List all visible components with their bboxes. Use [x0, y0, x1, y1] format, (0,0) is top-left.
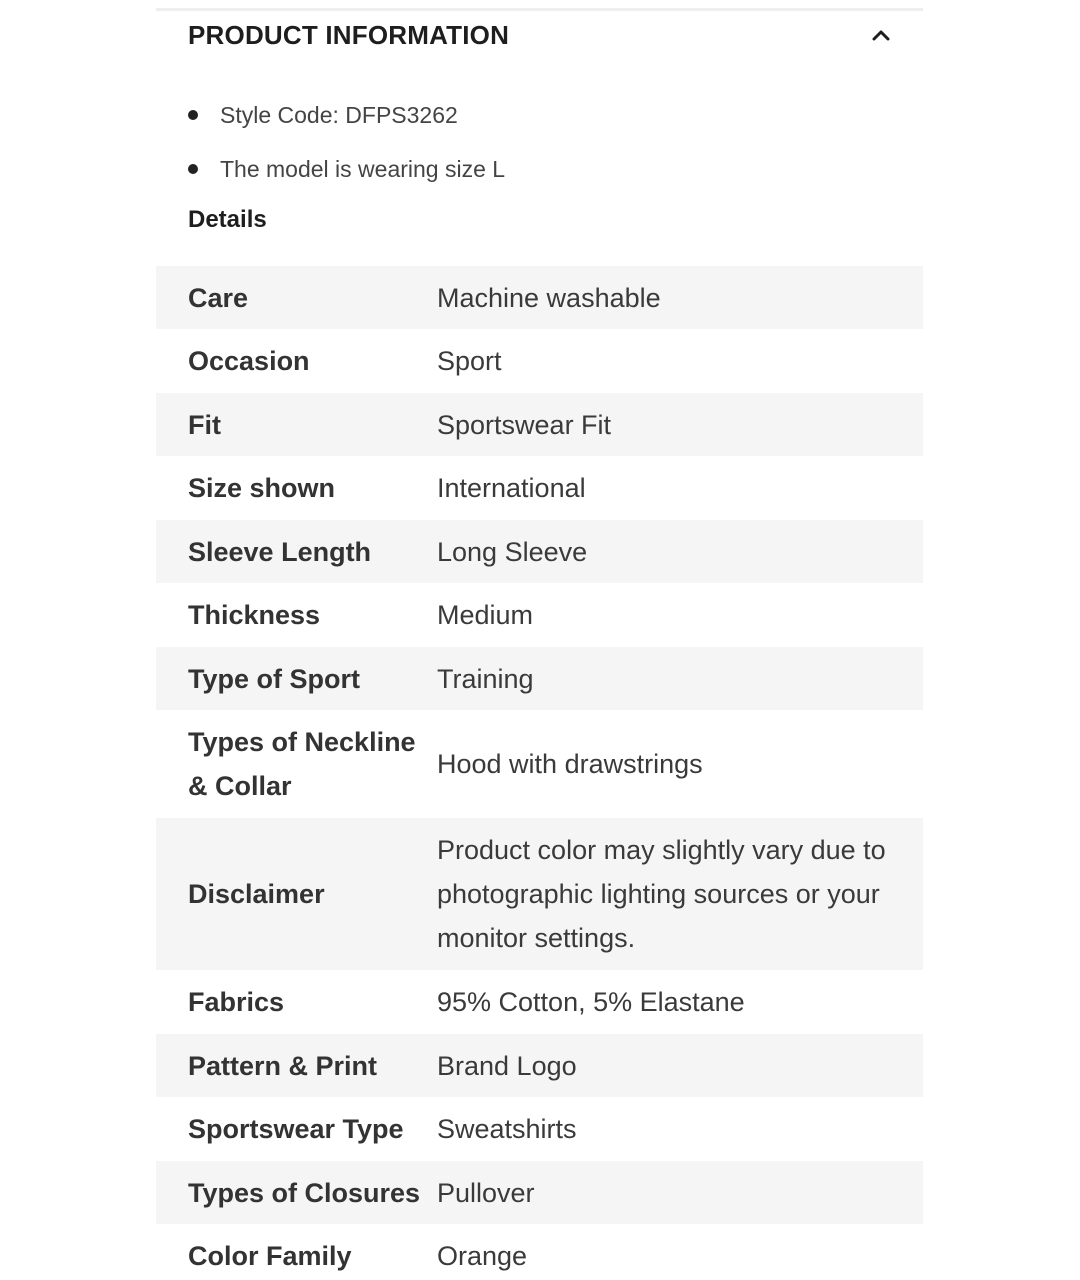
spec-row-type-of-sport [156, 647, 923, 710]
spec-label: Type of Sport [188, 663, 360, 694]
bullet-text: Style Code: DFPS3262 [220, 101, 458, 128]
spec-label: Disclaimer [188, 879, 325, 909]
spec-value: Medium [437, 600, 534, 630]
bullet-dot [188, 110, 198, 120]
spec-value: 95% Cotton, 5% Elastane [437, 987, 745, 1017]
spec-label: Color Family [188, 1241, 352, 1271]
spec-row-color-family [156, 1224, 923, 1280]
chevron-up-icon[interactable] [871, 25, 891, 45]
spec-row-occasion [156, 329, 923, 393]
section-title: PRODUCT INFORMATION [188, 19, 510, 50]
spec-row-pattern-print [156, 1034, 923, 1097]
spec-row-fit [156, 393, 923, 456]
product-information-header[interactable] [156, 12, 923, 58]
top-divider [156, 8, 923, 11]
spec-value: Product color may slightly vary due to photographic lighting sources or your monitor settings. [437, 835, 886, 953]
spec-value: Hood with drawstrings [437, 749, 703, 779]
spec-row-types-of-closures [156, 1161, 923, 1224]
bullet-dot [188, 164, 198, 174]
bullet-text: The model is wearing size L [220, 155, 506, 182]
spec-row-disclaimer [156, 818, 923, 970]
bullet-item [188, 142, 888, 196]
product-bullets [188, 88, 888, 196]
spec-value: Sport [437, 346, 502, 376]
spec-row-sportswear-type [156, 1097, 923, 1161]
spec-table [156, 266, 923, 1280]
spec-row-sleeve-length [156, 520, 923, 583]
spec-row-thickness [156, 583, 923, 647]
spec-label: Types of Neckline & Collar [188, 727, 416, 801]
spec-label: Fit [188, 409, 221, 440]
product-information-panel [156, 0, 923, 1280]
spec-value: Brand Logo [437, 1050, 577, 1081]
spec-label: Occasion [188, 346, 310, 376]
spec-value: Orange [437, 1241, 528, 1271]
spec-row-fabrics [156, 970, 923, 1034]
spec-row-care [156, 266, 923, 329]
bullet-item [188, 88, 888, 142]
spec-label: Sleeve Length [188, 536, 372, 567]
spec-value: Machine washable [437, 282, 661, 313]
spec-value: Long Sleeve [437, 536, 588, 567]
spec-label: Types of Closures [188, 1177, 421, 1208]
spec-row-neckline-collar [156, 710, 923, 818]
spec-value: Sweatshirts [437, 1114, 577, 1144]
spec-value: Sportswear Fit [437, 409, 612, 440]
spec-value: International [437, 473, 586, 503]
spec-label: Pattern & Print [188, 1050, 378, 1081]
spec-value: Training [437, 663, 534, 694]
spec-label: Fabrics [188, 987, 285, 1017]
spec-label: Thickness [188, 600, 321, 630]
spec-value: Pullover [437, 1177, 535, 1208]
spec-row-size-shown [156, 456, 923, 520]
spec-label: Care [188, 282, 249, 313]
spec-label: Size shown [188, 473, 336, 503]
details-heading: Details [188, 206, 267, 233]
spec-label: Sportswear Type [188, 1114, 404, 1144]
